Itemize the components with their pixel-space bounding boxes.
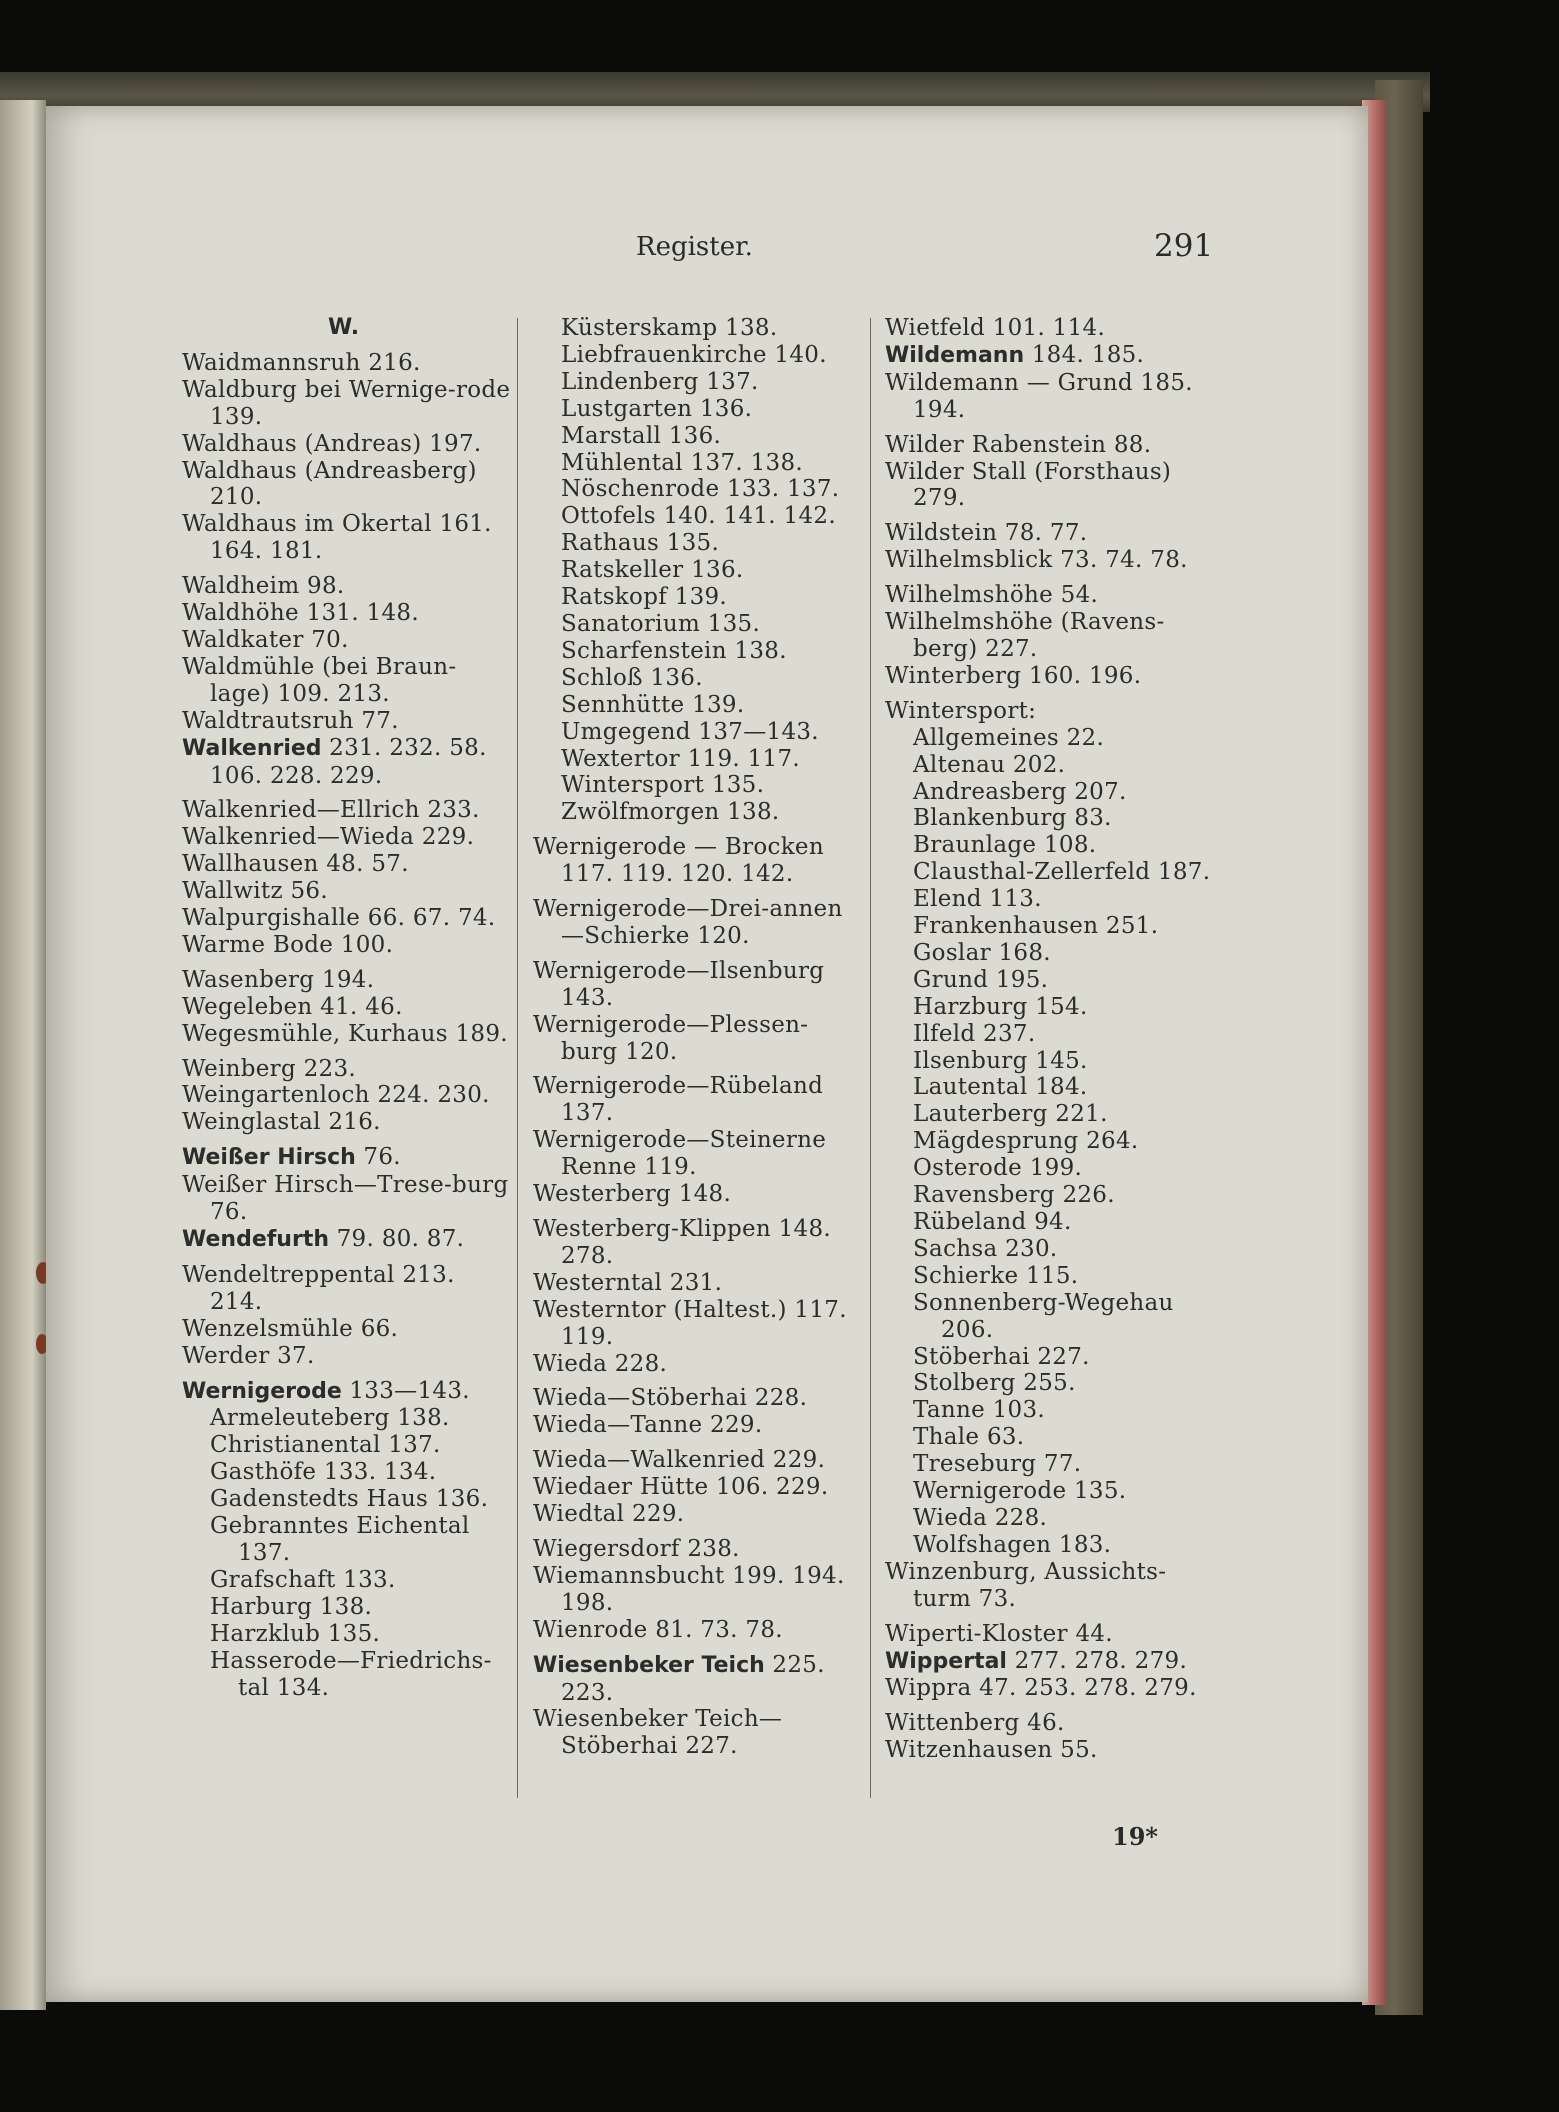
- index-subentry: [885, 1505, 1215, 1532]
- index-entry-text: Wiegersdorf 238.: [533, 1535, 740, 1562]
- index-entry-text: Winterberg 160. 196.: [885, 662, 1142, 689]
- index-subentry: [182, 1432, 512, 1459]
- index-subentry: [885, 1209, 1215, 1236]
- index-entry-text: Nöschenrode 133. 137.: [561, 476, 840, 503]
- index-subentry: [182, 1567, 512, 1594]
- index-entry-text: Gasthöfe 133. 134.: [210, 1459, 437, 1486]
- index-subentry: [533, 503, 863, 530]
- page-number: 291: [1154, 228, 1214, 264]
- index-entry-text: Tanne 103.: [913, 1397, 1046, 1424]
- index-entry-text: Wilhelmsblick 73. 74. 78.: [885, 547, 1188, 574]
- index-entry-text: Waldhaus (Andreasberg) 210.: [182, 457, 477, 511]
- index-entry: [885, 663, 1215, 690]
- index-entry-text: Mägdesprung 264.: [913, 1128, 1139, 1155]
- index-entry-text: Walkenried—Ellrich 233.: [182, 797, 480, 824]
- index-entry-text: Waldhaus (Andreas) 197.: [182, 430, 482, 457]
- index-entry-text: Hasserode—Friedrichs-tal 134.: [210, 1647, 492, 1701]
- index-entry-text: Werder 37.: [182, 1342, 315, 1369]
- index-subentry: [533, 772, 863, 799]
- index-entry-text: Weinglastal 216.: [182, 1109, 381, 1136]
- index-entry-text: Wilhelmshöhe 54.: [885, 582, 1099, 609]
- index-entry-text: Ravensberg 226.: [913, 1182, 1115, 1209]
- index-entry-text: 133—143.: [341, 1377, 470, 1404]
- index-entry-text: Umgegend 137—143.: [561, 718, 819, 745]
- index-subentry: [533, 476, 863, 503]
- index-entry: [182, 600, 512, 627]
- index-entry-text: Ratskopf 139.: [561, 584, 728, 611]
- index-entry-text: Wernigerode — Brocken 117. 119. 120. 142.: [533, 834, 824, 888]
- index-entry: [533, 1536, 863, 1563]
- index-subentry: [885, 779, 1215, 806]
- index-subentry: [885, 1236, 1215, 1263]
- index-entry-text: Weißer Hirsch—Trese-burg 76.: [182, 1172, 509, 1226]
- index-entry-text: Marstall 136.: [561, 422, 722, 449]
- index-entry-text: Wernigerode—Rübeland 137.: [533, 1073, 824, 1127]
- index-entry: [182, 851, 512, 878]
- index-entry: [182, 967, 512, 994]
- index-entry-text: Witzenhausen 55.: [885, 1737, 1098, 1764]
- index-entry-text: 225. 223.: [561, 1651, 825, 1706]
- index-entry: [182, 1082, 512, 1109]
- index-subentry: [885, 1344, 1215, 1371]
- index-entry-text: Frankenhausen 251.: [913, 913, 1159, 940]
- index-entry: [182, 932, 512, 959]
- index-entry: [182, 1316, 512, 1343]
- index-entry-text: Clausthal-Zellerfeld 187.: [913, 859, 1211, 886]
- index-entry-text: 277. 278. 279.: [1006, 1647, 1188, 1674]
- index-entry: [885, 370, 1215, 424]
- index-entry: [182, 1056, 512, 1083]
- index-entry-text: Winzenburg, Aussichts-turm 73.: [885, 1558, 1167, 1612]
- index-entry-text: Thale 63.: [913, 1424, 1025, 1451]
- index-entry-text: Wieda 228.: [533, 1350, 668, 1377]
- index-subentry: [182, 1648, 512, 1702]
- index-entry-text: Wilder Rabenstein 88.: [885, 431, 1152, 458]
- index-entry-text: 231. 232. 58. 106. 228. 229.: [210, 734, 487, 789]
- index-entry: [885, 1675, 1215, 1702]
- index-subentry: [533, 799, 863, 826]
- index-entry-text: Gadenstedts Haus 136.: [210, 1486, 489, 1513]
- index-entry: [533, 1447, 863, 1474]
- index-entry-text: Grafschaft 133.: [210, 1566, 396, 1593]
- index-entry: [182, 1172, 512, 1226]
- index-entry-text: Lindenberg 137.: [561, 368, 759, 395]
- index-subentry: [533, 450, 863, 477]
- index-entry-text: Waidmannsruh 216.: [182, 349, 421, 376]
- column-divider: [517, 318, 518, 1798]
- index-entry: [533, 958, 863, 1012]
- index-entry: [533, 1012, 863, 1066]
- index-entry-text: Waldkater 70.: [182, 626, 349, 653]
- index-subentry: [182, 1621, 512, 1648]
- index-entry: [533, 1474, 863, 1501]
- index-entry-text: Wernigerode—Plessen-burg 120.: [533, 1011, 809, 1065]
- index-subentry: [533, 638, 863, 665]
- index-entry-text: Westerberg-Klippen 148. 278.: [533, 1216, 832, 1269]
- index-entry-text: Westerberg 148.: [533, 1181, 732, 1208]
- index-column-1: [182, 315, 512, 1701]
- index-entry: [885, 1621, 1215, 1648]
- index-entry-text: Wolfshagen 183.: [913, 1531, 1112, 1558]
- index-entry-text: Waldhöhe 131. 148.: [182, 600, 419, 627]
- index-subentry: [885, 1290, 1215, 1344]
- index-entry: [885, 582, 1215, 609]
- index-entry-text: Lustgarten 136.: [561, 395, 753, 422]
- index-entry-text: Osterode 199.: [913, 1155, 1083, 1182]
- index-entry: [182, 797, 512, 824]
- index-entry-text: Allgemeines 22.: [913, 724, 1105, 751]
- index-entry-text: Wenzelsmühle 66.: [182, 1315, 399, 1342]
- index-column-3: [885, 315, 1215, 1764]
- index-subentry: [885, 994, 1215, 1021]
- index-entry-text: Andreasberg 207.: [913, 778, 1127, 805]
- index-entry-text: Treseburg 77.: [913, 1451, 1082, 1478]
- index-entry: [182, 1226, 512, 1254]
- index-subentry: [533, 746, 863, 773]
- index-subentry: [885, 832, 1215, 859]
- index-subentry: [885, 1074, 1215, 1101]
- index-entry-text: Mühlental 137. 138.: [561, 449, 804, 476]
- index-entry: [182, 905, 512, 932]
- index-entry: [533, 1501, 863, 1528]
- signature-mark: 19*: [1112, 1822, 1158, 1851]
- index-entry-text: Harzburg 154.: [913, 993, 1088, 1020]
- index-entry-text: Wilder Stall (Forsthaus) 279.: [885, 458, 1172, 512]
- index-entry-name-bold: Wernigerode: [182, 1378, 342, 1404]
- index-entry-text: Sanatorium 135.: [561, 610, 761, 637]
- index-entry: [182, 573, 512, 600]
- index-entry-text: Sonnenberg-Wegehau 206.: [913, 1289, 1174, 1343]
- page-header-title: Register.: [636, 232, 753, 262]
- index-entry-name-bold: Wippertal: [885, 1648, 1007, 1674]
- index-entry: [885, 698, 1215, 725]
- column-divider: [870, 318, 871, 1798]
- index-entry-text: Elend 113.: [913, 886, 1042, 913]
- index-entry: [533, 1385, 863, 1412]
- index-subentry: [885, 1532, 1215, 1559]
- index-entry-text: Zwölfmorgen 138.: [561, 799, 780, 826]
- index-entry-text: 76.: [355, 1144, 401, 1171]
- index-entry-text: Wienrode 81. 73. 78.: [533, 1616, 783, 1643]
- index-subentry: [182, 1594, 512, 1621]
- index-subentry: [885, 1048, 1215, 1075]
- index-subentry: [182, 1405, 512, 1432]
- index-entry: [533, 1127, 863, 1181]
- index-subentry: [182, 1486, 512, 1513]
- index-entry-text: Christianental 137.: [210, 1432, 441, 1459]
- index-entry: [182, 1343, 512, 1370]
- index-entry: [533, 1351, 863, 1378]
- index-subentry: [533, 557, 863, 584]
- index-entry: [885, 520, 1215, 547]
- index-entry: [533, 1181, 863, 1208]
- index-entry-text: Ilsenburg 145.: [913, 1047, 1088, 1074]
- index-entry-text: Lautental 184.: [913, 1074, 1088, 1101]
- index-entry-text: Wernigerode—Steinerne Renne 119.: [533, 1127, 827, 1181]
- index-entry-text: Wernigerode 135.: [913, 1478, 1127, 1505]
- index-entry: [885, 547, 1215, 574]
- index-entry-text: Waldheim 98.: [182, 573, 345, 600]
- index-entry-text: Küsterskamp 138.: [561, 315, 778, 341]
- index-entry: [533, 1706, 863, 1760]
- index-subentry: [885, 1155, 1215, 1182]
- index-column-2: [533, 315, 863, 1760]
- index-subentry: [533, 719, 863, 746]
- index-entry-text: Ratskeller 136.: [561, 557, 744, 584]
- index-entry-text: 79. 80. 87.: [329, 1226, 465, 1252]
- index-subentry: [885, 913, 1215, 940]
- index-entry: [885, 459, 1215, 513]
- index-entry: [182, 1144, 512, 1172]
- index-entry: [182, 431, 512, 458]
- index-entry-text: Walkenried—Wieda 229.: [182, 824, 475, 851]
- index-entry-text: Scharfenstein 138.: [561, 637, 787, 664]
- index-entry-name-bold: Walkenried: [182, 735, 322, 761]
- index-entry-text: Schloß 136.: [561, 664, 703, 691]
- index-entry-text: Braunlage 108.: [913, 832, 1097, 859]
- index-subentry: [533, 665, 863, 692]
- index-entry-text: Wegeleben 41. 46.: [182, 993, 403, 1020]
- index-subentry: [885, 1182, 1215, 1209]
- index-entry-text: Armeleuteberg 138.: [210, 1405, 450, 1432]
- index-entry: [885, 1559, 1215, 1613]
- index-entry-text: Wippra 47. 253. 278. 279.: [885, 1675, 1197, 1702]
- index-subentry: [533, 396, 863, 423]
- index-entry-text: Lauterberg 221.: [913, 1101, 1108, 1128]
- index-entry-text: Goslar 168.: [913, 939, 1051, 966]
- index-entry-text: Wietfeld 101. 114.: [885, 315, 1106, 341]
- index-entry-text: Wieda—Tanne 229.: [533, 1412, 763, 1439]
- index-subentry: [885, 859, 1215, 886]
- index-entry-text: Wallhausen 48. 57.: [182, 851, 409, 878]
- index-entry-text: Wendeltreppental 213. 214.: [182, 1261, 455, 1315]
- index-entry-text: Wiedtal 229.: [533, 1501, 685, 1528]
- index-entry-name-bold: Weißer Hirsch: [182, 1145, 356, 1171]
- index-entry-text: Westerntal 231.: [533, 1269, 723, 1296]
- index-entry: [533, 834, 863, 888]
- index-subentry: [533, 315, 863, 342]
- index-subentry: [885, 725, 1215, 752]
- index-entry-text: Waldburg bei Wernige-rode 139.: [182, 376, 511, 430]
- index-entry: [533, 896, 863, 950]
- index-entry-text: Ilfeld 237.: [913, 1020, 1036, 1047]
- index-subentry: [885, 940, 1215, 967]
- index-entry: [885, 1648, 1215, 1676]
- section-letter: W.: [328, 315, 360, 340]
- index-entry-text: Wasenberg 194.: [182, 966, 375, 993]
- index-entry-text: Waldtrautsruh 77.: [182, 707, 399, 734]
- index-entry-text: Wieda 228.: [913, 1504, 1048, 1531]
- index-entry-text: Altenau 202.: [913, 751, 1066, 778]
- index-entry: [182, 627, 512, 654]
- index-entry: [885, 1737, 1215, 1764]
- index-entry-text: Harzklub 135.: [210, 1620, 381, 1647]
- index-subentry: [885, 1424, 1215, 1451]
- index-subentry: [885, 886, 1215, 913]
- index-entry-text: Wiesenbeker Teich—Stöberhai 227.: [533, 1706, 783, 1760]
- index-entry: [885, 432, 1215, 459]
- index-entry-text: Warme Bode 100.: [182, 931, 394, 958]
- index-entry: [182, 1109, 512, 1136]
- index-entry-text: Weingartenloch 224. 230.: [182, 1082, 490, 1109]
- index-entry-text: Wernigerode—Drei-annen—Schierke 120.: [533, 896, 843, 949]
- index-entry: [182, 1021, 512, 1048]
- index-subentry: [885, 1370, 1215, 1397]
- index-subentry: [885, 1128, 1215, 1155]
- index-entry-text: Liebfrauenkirche 140.: [561, 341, 827, 368]
- index-entry-name-bold: Wendefurth: [182, 1227, 329, 1252]
- index-entry-text: Wieda—Walkenried 229.: [533, 1447, 826, 1474]
- index-entry: [182, 735, 512, 790]
- index-subentry: [885, 1263, 1215, 1290]
- index-entry-text: Schierke 115.: [913, 1262, 1079, 1289]
- index-subentry: [885, 1397, 1215, 1424]
- index-entry-text: Wernigerode—Ilsenburg 143.: [533, 957, 825, 1011]
- index-entry-text: Wiperti-Kloster 44.: [885, 1620, 1113, 1647]
- index-entry-text: Ottofels 140. 141. 142.: [561, 503, 836, 530]
- index-subentry: [533, 611, 863, 638]
- index-entry: [182, 878, 512, 905]
- index-entry: [885, 342, 1215, 370]
- index-entry-text: 184. 185.: [1024, 341, 1145, 368]
- index-entry-name-bold: Wildemann: [885, 342, 1025, 368]
- index-entry: [182, 824, 512, 851]
- index-entry: [885, 609, 1215, 663]
- index-entry-text: Wittenberg 46.: [885, 1710, 1065, 1737]
- index-entry-text: Walpurgishalle 66. 67. 74.: [182, 905, 496, 932]
- index-subentry: [182, 1513, 512, 1567]
- index-entry: [182, 654, 512, 708]
- index-entry: [533, 1617, 863, 1644]
- index-entry: [533, 1270, 863, 1297]
- index-entry: [533, 1563, 863, 1617]
- index-entry-text: Rübeland 94.: [913, 1209, 1072, 1235]
- index-entry-text: Wildstein 78. 77.: [885, 520, 1088, 547]
- index-entry-text: Wallwitz 56.: [182, 878, 328, 905]
- index-subentry: [885, 805, 1215, 832]
- index-entry: [182, 1378, 512, 1406]
- index-entry-text: Sachsa 230.: [913, 1235, 1058, 1262]
- facing-page-edge: [0, 100, 46, 2010]
- index-entry: [182, 350, 512, 377]
- index-entry-text: Gebranntes Eichental 137.: [210, 1513, 470, 1566]
- index-entry: [533, 1412, 863, 1439]
- index-subentry: [533, 342, 863, 369]
- index-subentry: [182, 1459, 512, 1486]
- index-entry-text: Wextertor 119. 117.: [561, 745, 801, 772]
- index-entry-text: Wildemann — Grund 185. 194.: [885, 369, 1193, 423]
- index-subentry: [533, 369, 863, 396]
- index-entry: [533, 1652, 863, 1707]
- index-subentry: [885, 1478, 1215, 1505]
- index-entry: [885, 315, 1215, 342]
- index-subentry: [533, 423, 863, 450]
- index-subentry: [885, 1101, 1215, 1128]
- index-entry-text: Weinberg 223.: [182, 1055, 357, 1082]
- index-entry-text: Harburg 138.: [210, 1593, 373, 1620]
- index-entry: [182, 458, 512, 512]
- index-entry: [533, 1297, 863, 1351]
- index-entry-text: Blankenburg 83.: [913, 805, 1112, 832]
- index-entry-text: Wintersport 135.: [561, 772, 765, 799]
- index-subentry: [533, 584, 863, 611]
- index-subentry: [885, 1451, 1215, 1478]
- index-subentry: [533, 692, 863, 719]
- index-entry: [533, 1216, 863, 1270]
- index-entry-text: Wegesmühle, Kurhaus 189.: [182, 1020, 508, 1047]
- index-entry-text: Rathaus 135.: [561, 530, 720, 557]
- index-subentry: [533, 530, 863, 557]
- index-subentry: [885, 967, 1215, 994]
- index-entry: [182, 708, 512, 735]
- index-entry-name-bold: Wiesenbeker Teich: [533, 1652, 765, 1678]
- index-entry: [182, 377, 512, 431]
- index-entry-text: Stöberhai 227.: [913, 1343, 1090, 1370]
- index-entry: [182, 1262, 512, 1316]
- index-entry: [182, 511, 512, 565]
- index-subentry: [885, 752, 1215, 779]
- index-entry-text: Grund 195.: [913, 966, 1049, 993]
- index-entry-text: Wilhelmshöhe (Ravens-berg) 227.: [885, 609, 1165, 662]
- index-entry-text: Waldhaus im Okertal 161. 164. 181.: [182, 511, 492, 565]
- index-entry: [182, 994, 512, 1021]
- index-entry-text: Westerntor (Haltest.) 117. 119.: [533, 1296, 847, 1350]
- index-entry: [533, 1073, 863, 1127]
- index-entry-text: Sennhütte 139.: [561, 691, 745, 718]
- index-entry-text: Wintersport:: [885, 697, 1037, 724]
- index-entry-text: Waldmühle (bei Braun-lage) 109. 213.: [182, 653, 457, 707]
- index-subentry: [885, 1021, 1215, 1048]
- index-entry-text: Wiemannsbucht 199. 194. 198.: [533, 1562, 845, 1616]
- index-entry-text: Wiedaer Hütte 106. 229.: [533, 1474, 829, 1501]
- index-entry-text: Stolberg 255.: [913, 1370, 1076, 1397]
- index-entry-text: Wieda—Stöberhai 228.: [533, 1385, 808, 1412]
- index-entry: [885, 1710, 1215, 1737]
